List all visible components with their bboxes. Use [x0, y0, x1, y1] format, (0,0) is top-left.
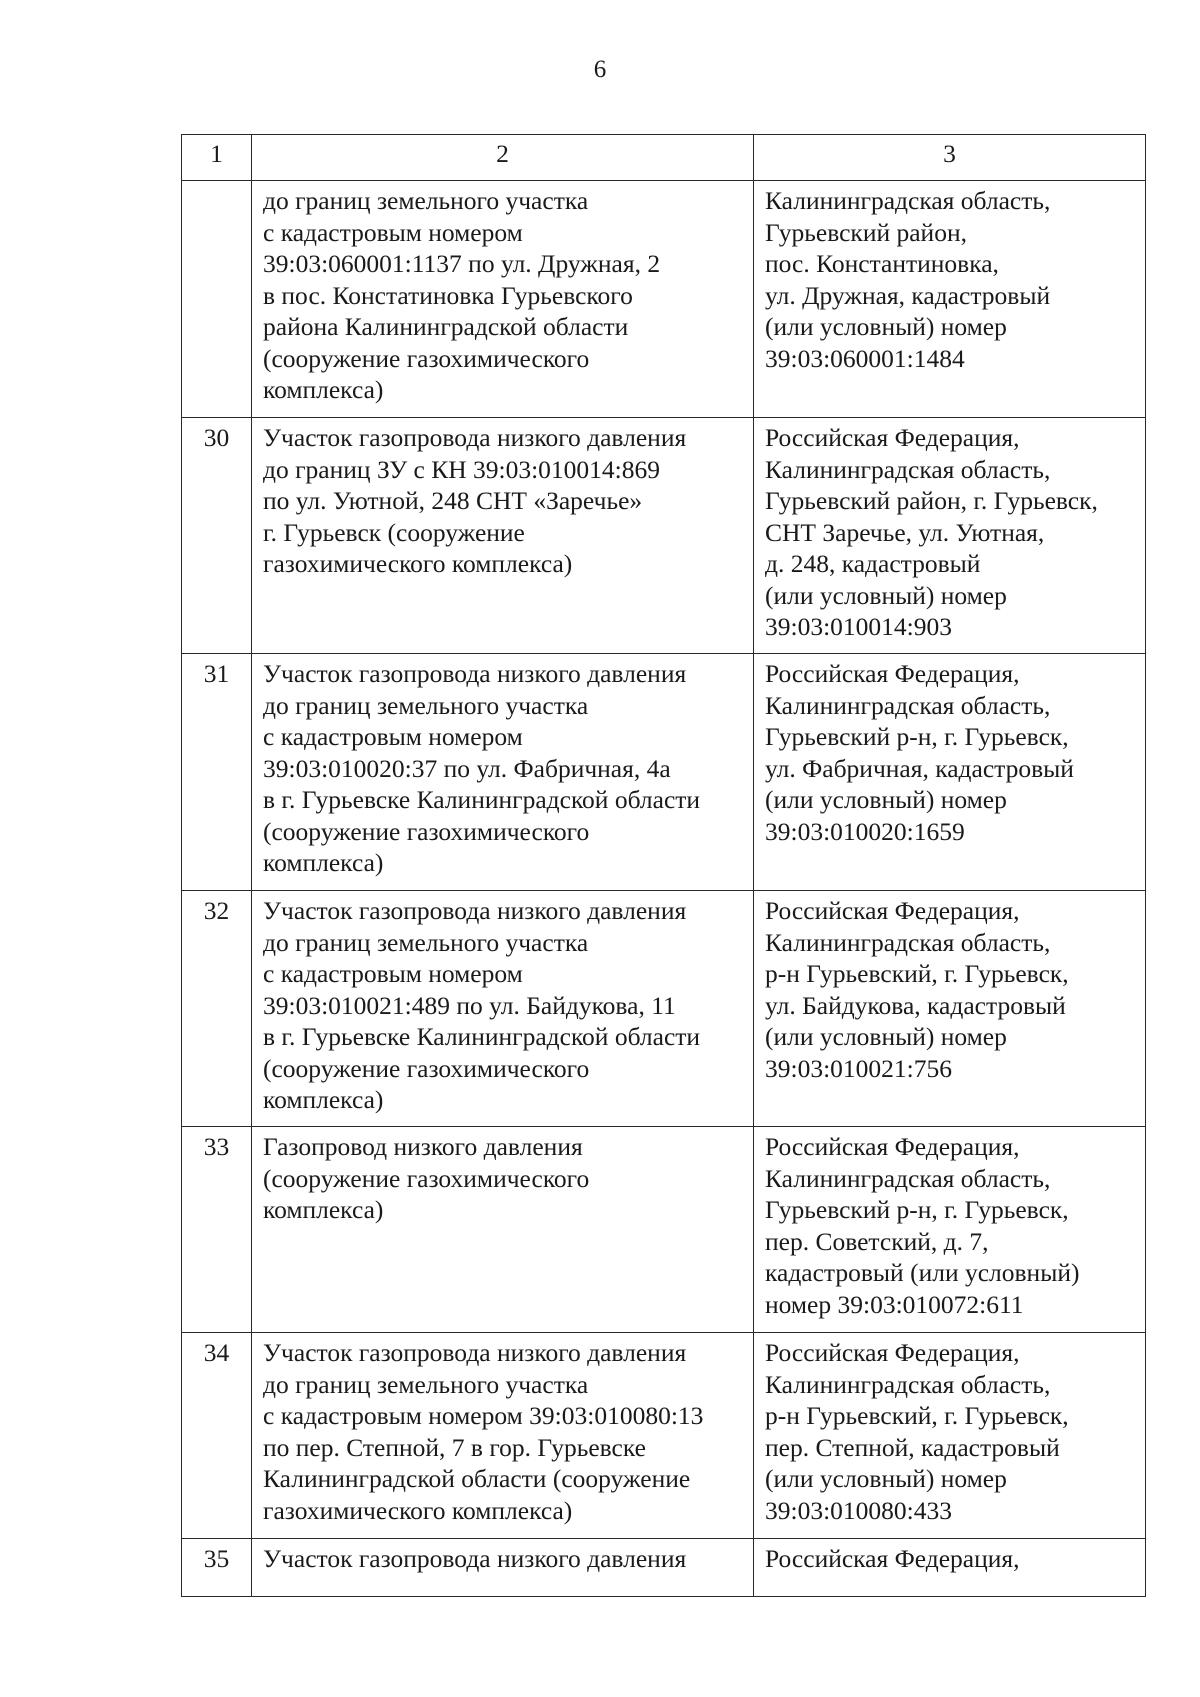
row-address: Российская Федерация, Калининградская область, Гурьевский район, г. Гурьевск, СНТ Заречье, ул. Уютная, д. 248, кадастровый (или условный) номер 39:03:010014:903	[754, 418, 1146, 654]
row-address: Российская Федерация, Калининградская область, Гурьевский р-н, г. Гурьевск, ул. Фабричная, кадастровый (или условный) номер 39:03:010020:1659	[754, 654, 1146, 891]
row-address: Российская Федерация, Калининградская область, р-н Гурьевский, г. Гурьевск, пер. Степной, кадастровый (или условный) номер 39:03:010080:433	[754, 1333, 1146, 1539]
row-address: Российская Федерация, Калининградская область, Гурьевский р-н, г. Гурьевск, пер. Советский, д. 7, кадастровый (или условный) номер 39:03:010072:611	[754, 1127, 1146, 1333]
row-number: 35	[182, 1539, 252, 1597]
row-description: Газопровод низкого давления (сооружение газохимического комплекса)	[252, 1127, 754, 1333]
table-header-row	[182, 135, 1146, 181]
table-row	[182, 1127, 1146, 1333]
row-address: Российская Федерация,	[754, 1539, 1146, 1597]
table-row	[182, 654, 1146, 891]
table-row	[182, 891, 1146, 1127]
header-cell-2: 2	[252, 135, 754, 181]
table-row	[182, 1539, 1146, 1597]
row-description: Участок газопровода низкого давления до границ земельного участка с кадастровым номером 39:03:010020:37 по ул. Фабричная, 4а в г. Гурьевске Калининградской области (сооружение газохимического комплекса)	[252, 654, 754, 891]
row-description: Участок газопровода низкого давления до границ земельного участка с кадастровым номером 39:03:010021:489 по ул. Байдукова, 11 в г. Гурьевске Калининградской области (сооружение газохимического комплекса)	[252, 891, 754, 1127]
row-description: Участок газопровода низкого давления	[252, 1539, 754, 1597]
row-number: 30	[182, 418, 252, 654]
header-cell-3: 3	[754, 135, 1146, 181]
table-row	[182, 1333, 1146, 1539]
page-number: 6	[593, 56, 607, 83]
row-address: Российская Федерация, Калининградская область, р-н Гурьевский, г. Гурьевск, ул. Байдукова, кадастровый (или условный) номер 39:03:010021:756	[754, 891, 1146, 1127]
table-row	[182, 418, 1146, 654]
gas-pipeline-table	[181, 134, 1146, 1597]
row-address: Калининградская область, Гурьевский район, пос. Константиновка, ул. Дружная, кадастровый (или условный) номер 39:03:060001:1484	[754, 181, 1146, 418]
row-description: до границ земельного участка с кадастровым номером 39:03:060001:1137 по ул. Дружная, 2 в пос. Констатиновка Гурьевского района Калининградской области (сооружение газохимического комплекса)	[252, 181, 754, 418]
row-description: Участок газопровода низкого давления до границ ЗУ с КН 39:03:010014:869 по ул. Уютной, 248 СНТ «Заречье» г. Гурьевск (сооружение газохимического комплекса)	[252, 418, 754, 654]
row-number: 31	[182, 654, 252, 891]
row-number: 33	[182, 1127, 252, 1333]
row-description: Участок газопровода низкого давления до границ земельного участка с кадастровым номером 39:03:010080:13 по пер. Степной, 7 в гор. Гурьевске Калининградской области (сооружение газохимического комплекса)	[252, 1333, 754, 1539]
table-row	[182, 181, 1146, 418]
row-number: 32	[182, 891, 252, 1127]
header-cell-1: 1	[182, 135, 252, 181]
row-number	[182, 181, 252, 418]
row-number: 34	[182, 1333, 252, 1539]
